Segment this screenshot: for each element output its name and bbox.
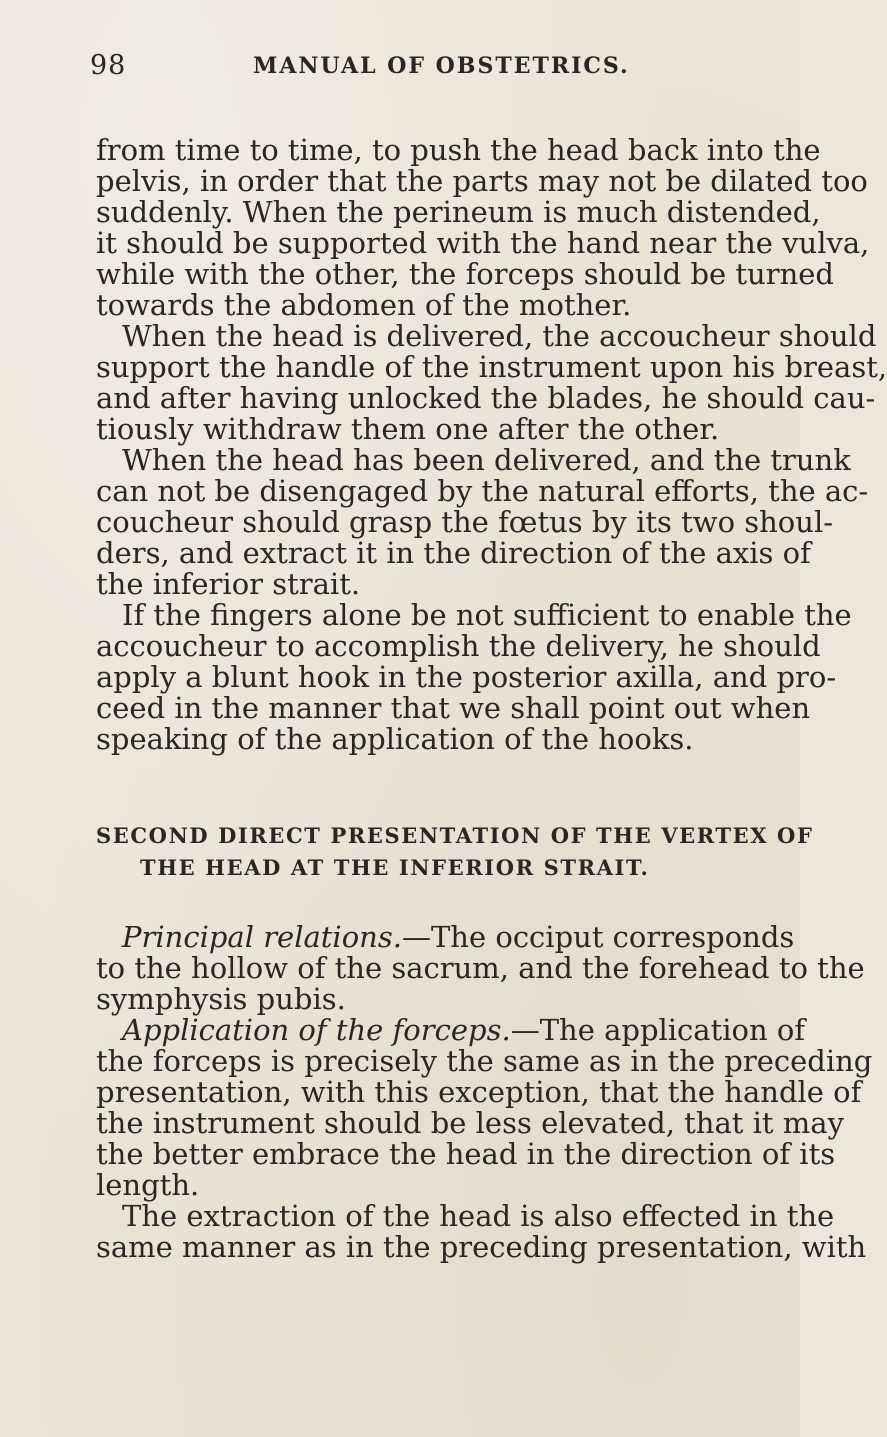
text-line: When the head is delivered, the accoucheur should bbox=[122, 319, 877, 353]
text-line: support the handle of the instrument upon his breast, bbox=[96, 350, 887, 384]
text-line: When the head has been delivered, and the trunk bbox=[122, 443, 851, 477]
text-line: while with the other, the forceps should be turned bbox=[96, 257, 834, 291]
application-text: —The application of bbox=[510, 1013, 806, 1047]
running-head: MANUAL OF OBSTETRICS. bbox=[253, 53, 630, 79]
text-line: and after having unlocked the blades, he should cau- bbox=[96, 381, 876, 415]
text-line: speaking of the application of the hooks. bbox=[96, 722, 694, 756]
body-text bbox=[96, 133, 887, 756]
section-heading-line: THE HEAD AT THE INFERIOR STRAIT. bbox=[140, 855, 650, 880]
principal-relations-label: Principal relations. bbox=[122, 920, 402, 954]
text-line: coucheur should grasp the fœtus by its two shoul- bbox=[96, 505, 834, 539]
text-line: symphysis pubis. bbox=[96, 982, 346, 1016]
text-line: If the fingers alone be not sufficient to enable the bbox=[122, 598, 852, 632]
text-line: length. bbox=[96, 1168, 200, 1202]
text-line: The extraction of the head is also effected in the bbox=[122, 1199, 835, 1233]
text-line: tiously withdraw them one after the other. bbox=[96, 412, 720, 446]
text-line: towards the abdomen of the mother. bbox=[96, 288, 632, 322]
text-line: suddenly. When the perineum is much distended, bbox=[96, 195, 821, 229]
text-line: to the hollow of the sacrum, and the forehead to the bbox=[96, 951, 865, 985]
text-line: accoucheur to accomplish the delivery, he should bbox=[96, 629, 821, 663]
text-line: presentation, with this exception, that the handle of bbox=[96, 1075, 862, 1109]
text-line: same manner as in the preceding presentation, with bbox=[96, 1230, 867, 1264]
text-line: apply a blunt hook in the posterior axilla, and pro- bbox=[96, 660, 837, 694]
section-heading bbox=[96, 820, 814, 884]
section-heading-line: SECOND DIRECT PRESENTATION OF THE VERTEX OF bbox=[96, 823, 814, 848]
text-line: ders, and extract it in the direction of the axis of bbox=[96, 536, 811, 570]
text-line: from time to time, to push the head back into the bbox=[96, 133, 821, 167]
text-line bbox=[96, 1013, 806, 1047]
application-label: Application of the forceps. bbox=[122, 1013, 511, 1047]
text-line: it should be supported with the hand near the vulva, bbox=[96, 226, 870, 260]
section-body bbox=[96, 920, 873, 1264]
page-header bbox=[90, 50, 730, 84]
text-line: the instrument should be less elevated, that it may bbox=[96, 1106, 844, 1140]
text-line: the inferior strait. bbox=[96, 567, 361, 601]
principal-relations-text: —The occiput corresponds bbox=[401, 920, 795, 954]
text-line: pelvis, in order that the parts may not be dilated too bbox=[96, 164, 868, 198]
text-line: can not be disengaged by the natural efforts, the ac- bbox=[96, 474, 869, 508]
text-line bbox=[96, 920, 795, 954]
text-line: the better embrace the head in the direction of its bbox=[96, 1137, 836, 1171]
text-line: the forceps is precisely the same as in the preceding bbox=[96, 1044, 873, 1078]
page-number: 98 bbox=[90, 50, 127, 81]
text-line: ceed in the manner that we shall point out when bbox=[96, 691, 811, 725]
